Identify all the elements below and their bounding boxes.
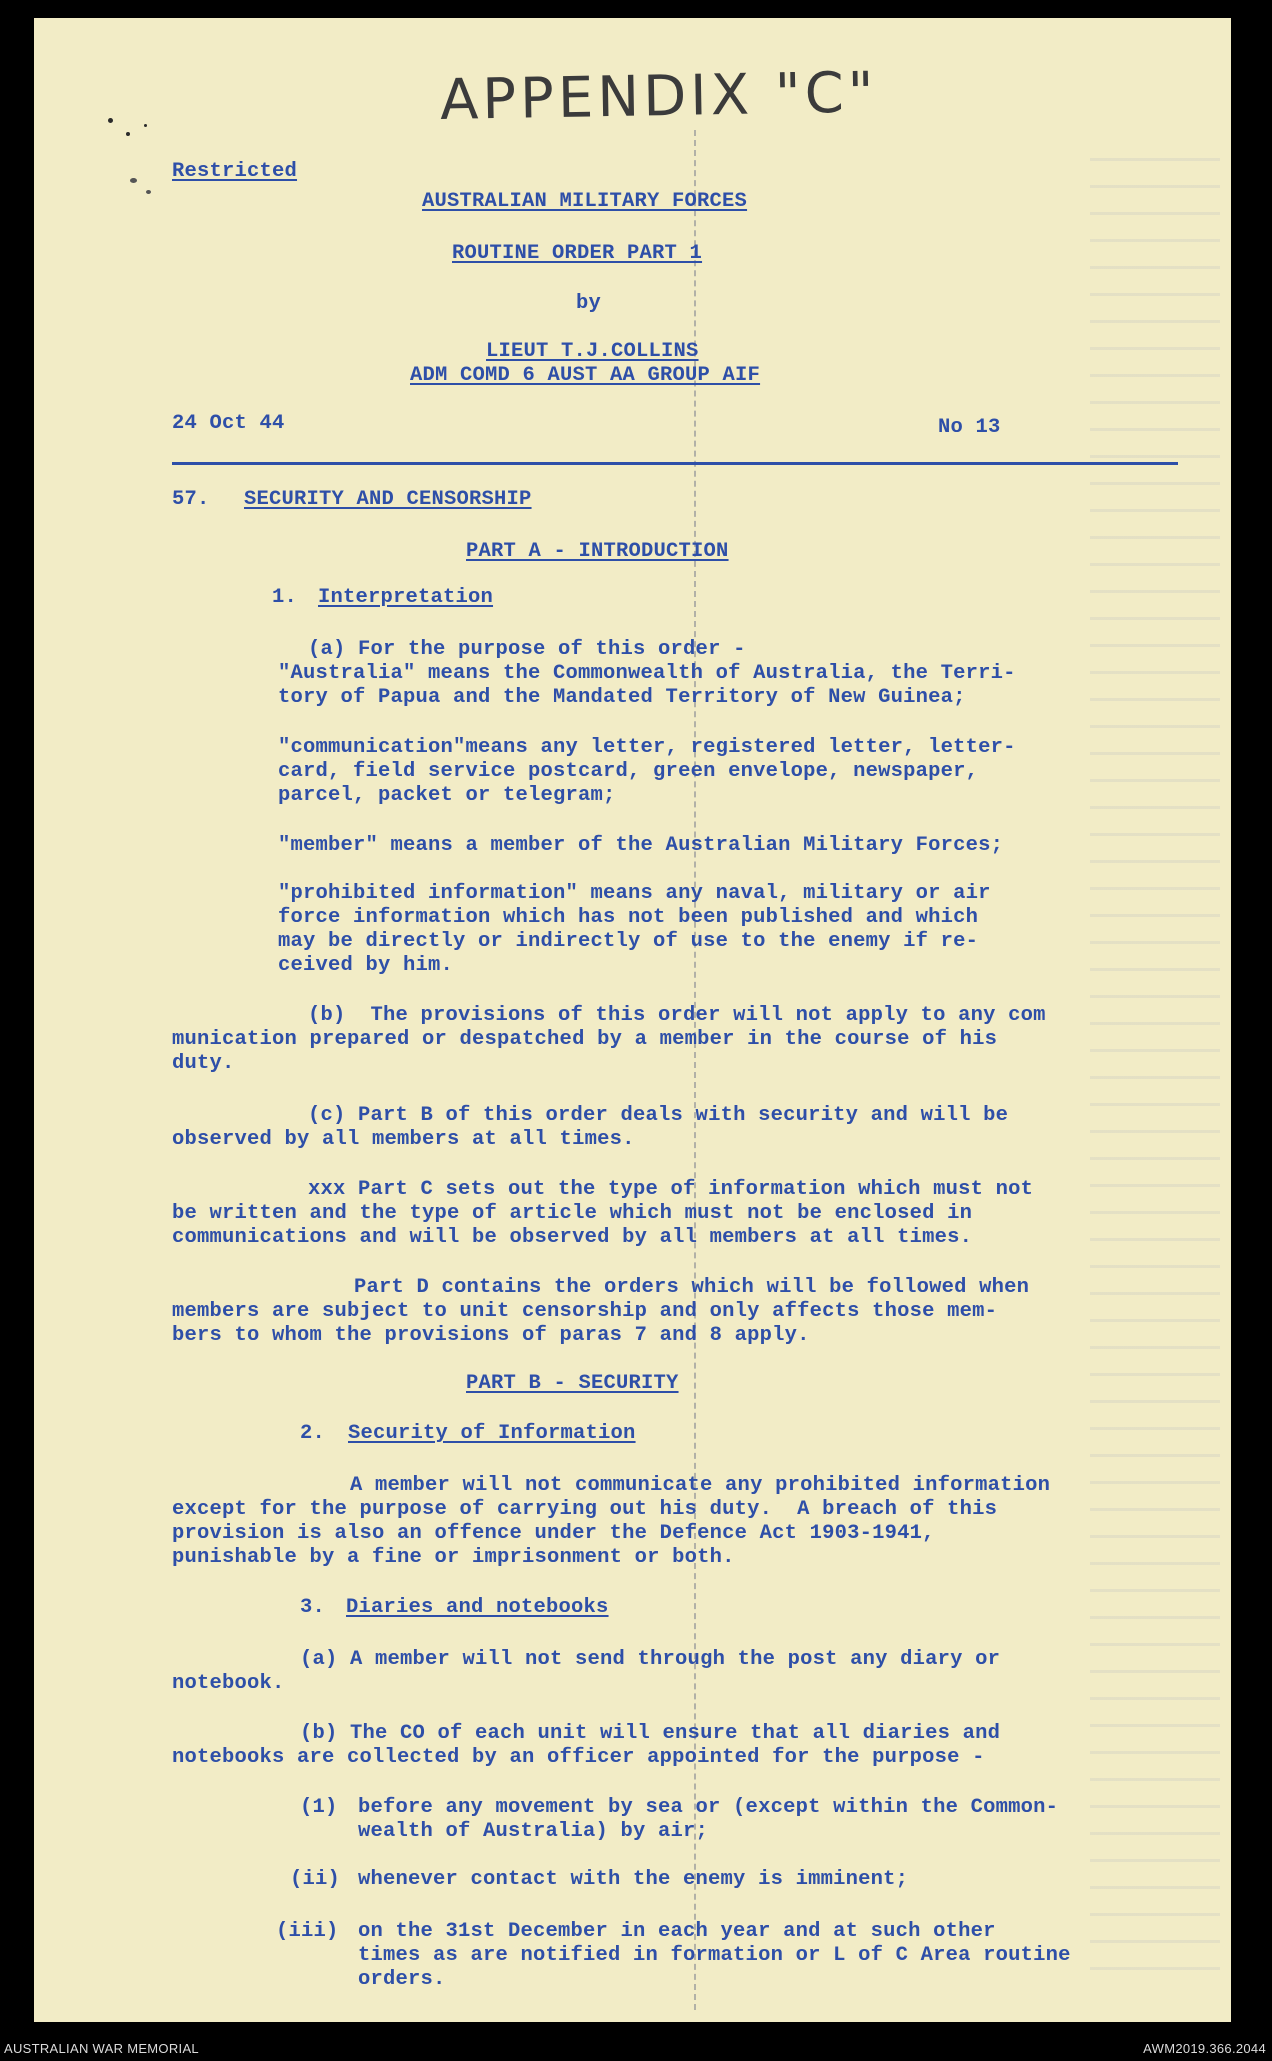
- org-title: AUSTRALIAN MILITARY FORCES: [422, 190, 748, 213]
- p1d-line-3: communications and will be observed by all members at all times.: [172, 1226, 973, 1249]
- footer-left: AUSTRALIAN WAR MEMORIAL: [4, 2041, 199, 2056]
- p1d-line-2: be written and the type of article which must not be enclosed in: [172, 1202, 973, 1225]
- p1a-line-1: (a) For the purpose of this order -: [308, 638, 746, 661]
- sub2-number: 2.: [300, 1422, 326, 1445]
- section-heading: SECURITY AND CENSORSHIP: [244, 488, 532, 511]
- unit-name: ADM COMD 6 AUST AA GROUP AIF: [410, 364, 761, 387]
- p1a-line-3: tory of Papua and the Mandated Territory of New Guinea;: [278, 686, 966, 709]
- list-item-2-num: (ii): [290, 1868, 341, 1891]
- p3b-line-2: notebooks are collected by an officer appointed for the purpose -: [172, 1746, 985, 1769]
- ink-bleed: [1090, 150, 1220, 1970]
- p1c-line-2: observed by all members at all times.: [172, 1128, 635, 1151]
- p2-line-3: provision is also an offence under the Defence Act 1903-1941,: [172, 1522, 935, 1545]
- list-item-2-line-1: whenever contact with the enemy is imminent;: [358, 1868, 909, 1891]
- p-comm-line-2: card, field service postcard, green envelope, newspaper,: [278, 760, 979, 783]
- p-comm-line-3: parcel, packet or telegram;: [278, 784, 616, 807]
- section-number: 57.: [172, 488, 210, 511]
- handwritten-appendix-label: APPENDIX "C": [439, 60, 879, 134]
- sub2-title: Security of Information: [348, 1422, 636, 1445]
- p-prohib-line-4: ceived by him.: [278, 954, 454, 977]
- list-item-3-line-3: orders.: [358, 1968, 446, 1991]
- part-b-heading: PART B - SECURITY: [466, 1372, 679, 1395]
- p1b-line-2: munication prepared or despatched by a member in the course of his: [172, 1028, 998, 1051]
- list-item-3-line-1: on the 31st December in each year and at such other: [358, 1920, 996, 1943]
- p2-line-2: except for the purpose of carrying out his duty. A breach of this: [172, 1498, 998, 1521]
- sub1-title: Interpretation: [318, 586, 494, 609]
- p-prohib-line-3: may be directly or indirectly of use to the enemy if re-: [278, 930, 979, 953]
- p-member: "member" means a member of the Australian Military Forces;: [278, 834, 1004, 857]
- sub3-number: 3.: [300, 1596, 326, 1619]
- sub1-number: 1.: [272, 586, 298, 609]
- list-item-3-num: (iii): [276, 1920, 339, 1943]
- order-date: 24 Oct 44: [172, 412, 285, 435]
- p1c-line-1: (c) Part B of this order deals with security and will be: [308, 1104, 1009, 1127]
- by-label: by: [576, 292, 602, 315]
- p3a-line-1: (a) A member will not send through the post any diary or: [300, 1648, 1001, 1671]
- header-rule: [172, 462, 1178, 465]
- list-item-1-num: (1): [300, 1796, 338, 1819]
- p-comm-line-1: "communication"means any letter, registered letter, letter-: [278, 736, 1016, 759]
- p1e-line-2: members are subject to unit censorship and only affects those mem-: [172, 1300, 998, 1323]
- list-item-3-line-2: times as are notified in formation or L of C Area routine: [358, 1944, 1071, 1967]
- p2-line-4: punishable by a fine or imprisonment or both.: [172, 1546, 735, 1569]
- p1e-line-1: Part D contains the orders which will be followed when: [354, 1276, 1030, 1299]
- p-prohib-line-1: "prohibited information" means any naval, military or air: [278, 882, 991, 905]
- order-title: ROUTINE ORDER PART 1: [452, 242, 703, 265]
- p1d-line-1: xxx Part C sets out the type of information which must not: [308, 1178, 1034, 1201]
- officer-name: LIEUT T.J.COLLINS: [486, 340, 699, 363]
- p3a-line-2: notebook.: [172, 1672, 285, 1695]
- part-a-heading: PART A - INTRODUCTION: [466, 540, 729, 563]
- p1e-line-3: bers to whom the provisions of paras 7 and 8 apply.: [172, 1324, 810, 1347]
- footer-right: AWM2019.366.2044: [1143, 2041, 1266, 2056]
- list-item-1-line-1: before any movement by sea or (except within the Common-: [358, 1796, 1059, 1819]
- p1b-line-3: duty.: [172, 1052, 235, 1075]
- p-prohib-line-2: force information which has not been published and which: [278, 906, 979, 929]
- p2-line-1: A member will not communicate any prohibited information: [350, 1474, 1051, 1497]
- list-item-1-line-2: wealth of Australia) by air;: [358, 1820, 709, 1843]
- p1b-line-1: (b) The provisions of this order will not apply to any com: [308, 1004, 1046, 1027]
- p3b-line-1: (b) The CO of each unit will ensure that all diaries and: [300, 1722, 1001, 1745]
- sub3-title: Diaries and notebooks: [346, 1596, 609, 1619]
- order-number: No 13: [938, 416, 1001, 439]
- classification-label: Restricted: [172, 160, 298, 183]
- p1a-line-2: "Australia" means the Commonwealth of Australia, the Terri-: [278, 662, 1016, 685]
